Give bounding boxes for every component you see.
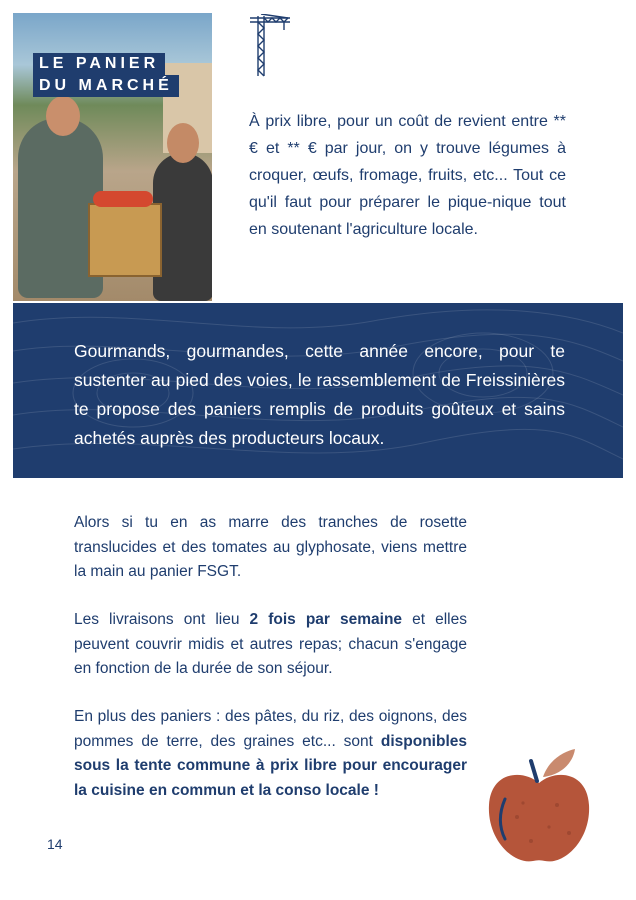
apple-icon (483, 743, 595, 865)
title-line-1: LE PANIER (33, 53, 165, 75)
paragraph-rosette: Alors si tu en as marre des tranches de rosette translucides et des tomates au glyphosate, viens mettre la main au panier FSGT. (74, 514, 467, 580)
paragraph-deliveries (74, 608, 467, 682)
band-text: Gourmands, gourmandes, cette année encore, pour te sustenter au pied des voies, le rassemblement de Freissinières te propose des paniers remplis de produits goûteux et sains achetés auprès des producteurs locaux. (74, 341, 565, 448)
extras-text-bold: disponibles sous la tente commune à prix libre pour encourager la cuisine en commun et la conso locale ! (74, 732, 467, 799)
title-line-2: DU MARCHÉ (33, 75, 179, 97)
highlight-band (13, 303, 623, 478)
deliveries-text-c: et elles peuvent couvrir midis et autres repas; chacun s'engage en fonction de la durée de son séjour. (74, 611, 467, 677)
deliveries-text-a: Les livraisons ont lieu (74, 611, 250, 628)
page-number: 14 (47, 836, 63, 852)
extras-text-a: En plus des paniers : des pâtes, du riz, des oignons, des pommes de terre, des graines etc... sont (74, 708, 467, 750)
crane-icon (248, 14, 292, 78)
intro-text: À prix libre, pour un coût de revient entre ** € et ** € par jour, on y trouve légumes à croquer, œufs, fromage, fruits, etc... Tout ce qu'il faut pour préparer le pique-nique tout en soutenant l'agriculture locale. (249, 113, 566, 238)
paragraph-extras (74, 705, 467, 803)
section-title (33, 53, 179, 97)
deliveries-frequency: 2 fois par semaine (249, 611, 403, 628)
